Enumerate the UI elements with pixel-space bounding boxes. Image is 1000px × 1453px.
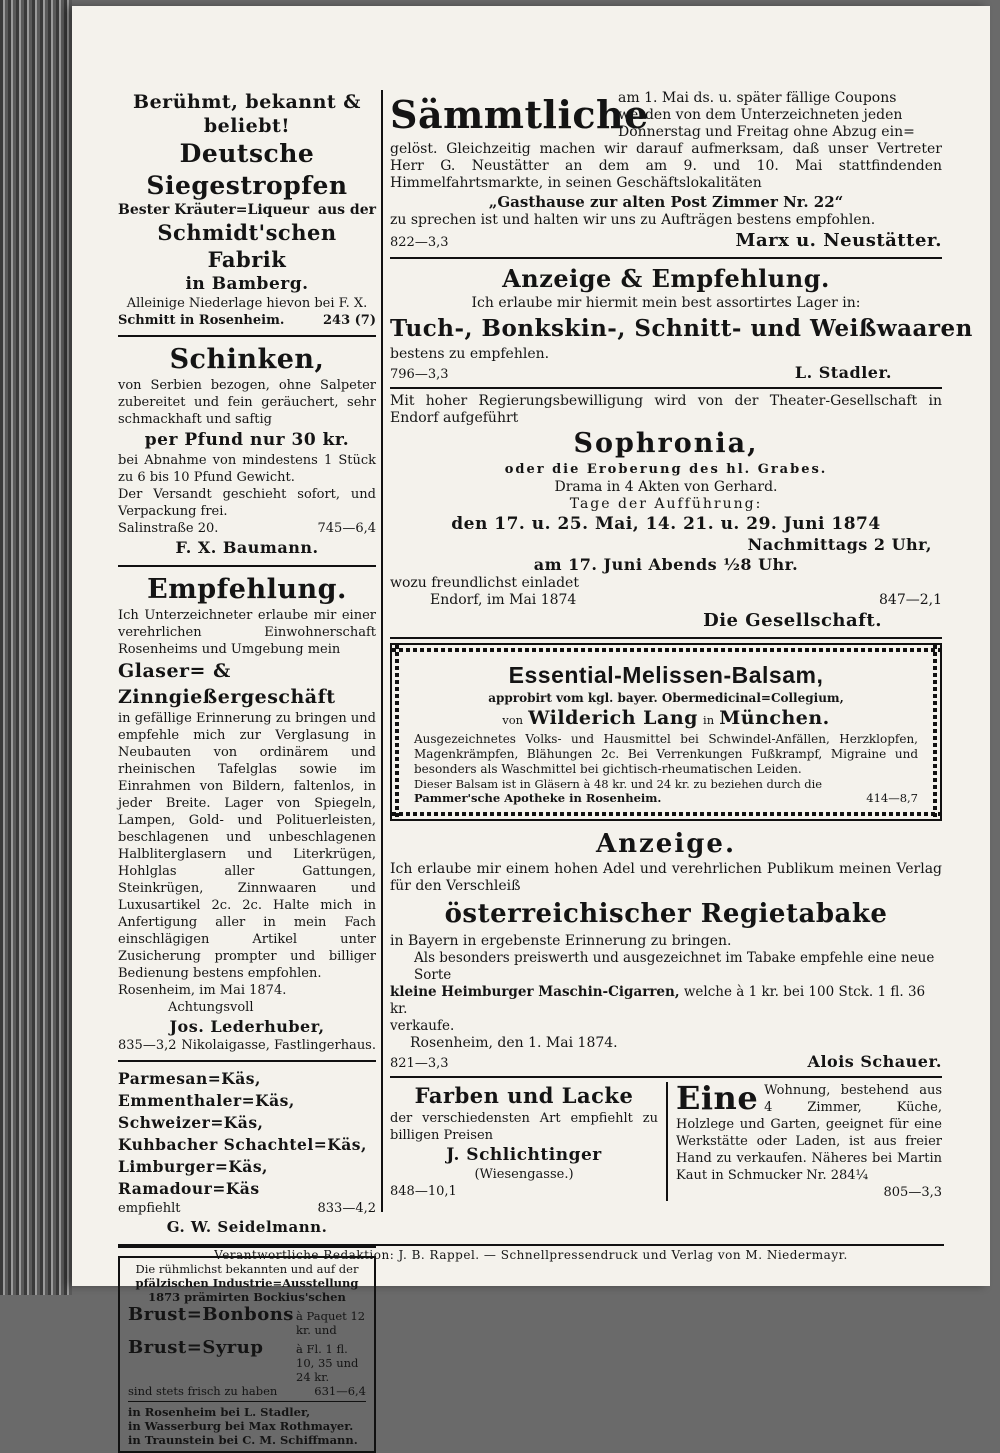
divider <box>390 257 942 259</box>
empf-num: 835—3,2 <box>118 1038 177 1053</box>
empf-addr: Nikolaigasse, Fastlingerhaus. <box>181 1038 376 1053</box>
anzeige2-text-3: verkaufe. <box>390 1018 455 1034</box>
schinken-price: per Pfund nur 30 kr. <box>144 430 350 450</box>
anzeige2-cigars: kleine Heimburger Maschin-Cigarren, <box>390 984 680 1000</box>
coupons-big: Sämmtliche <box>390 92 649 137</box>
kaes-signature: G. W. Seidelmann. <box>166 1218 328 1236</box>
balsam-maker: Wilderich Lang <box>528 707 698 729</box>
balsam-approved: approbirt vom kgl. bayer. Obermedicinal=Collegium, <box>488 691 844 705</box>
farben-signature: J. Schlichtinger <box>446 1145 602 1165</box>
divider <box>390 1076 942 1078</box>
ad-regietabake <box>390 827 942 1072</box>
balsam-text: Ausgezeichnetes Volks- und Hausmittel bei Schwindel-Anfällen, Herzklopfen, Magenkrämpfen, Blähungen 2c. Bei Verrenkungen Fußkrampf, Migraine und besonders als Waschmittel bei gichtisch-rheumatischen Leiden. <box>414 732 918 776</box>
schinken-num: 745—6,4 <box>317 521 376 536</box>
ornament-border-top <box>392 648 940 652</box>
anzeige2-place: Rosenheim, den 1. Mai 1874. <box>410 1035 618 1051</box>
balsam-apotheke: Pammer'sche Apotheke in Rosenheim. <box>414 791 662 805</box>
ad-kaese <box>118 1068 376 1238</box>
schinken-text-3: Der Versandt geschieht sofort, und Verpackung frei. <box>118 487 376 519</box>
coupons-signature: Marx u. Neustätter. <box>735 230 942 251</box>
ornament-border-left <box>395 645 399 819</box>
coupons-num: 822—3,3 <box>390 235 449 250</box>
divider <box>118 565 376 567</box>
divider <box>118 1060 376 1062</box>
schinken-title: Schinken, <box>169 344 325 375</box>
bottom-ads <box>390 1079 942 1201</box>
schinken-text-2: bei Abnahme von mindestens 1 Stück zu 6 bis 10 Pfund Gewicht. <box>118 453 376 485</box>
anzeige1-title: Anzeige & Empfehlung. <box>502 264 830 293</box>
ad-siegestropfen <box>118 90 376 329</box>
footer-rule <box>118 1244 944 1246</box>
right-column <box>390 90 973 1201</box>
farben-addr: (Wiesengasse.) <box>474 1167 574 1182</box>
coupons-text-2: zu sprechen ist und halten wir uns zu Aufträgen bestens empfohlen. <box>390 212 876 228</box>
ad-melissen-balsam <box>390 643 942 821</box>
ad-glaser <box>118 573 376 1054</box>
anzeige1-goods: Tuch-, Bonkskin-, Schnitt- und Weißwaaren <box>390 315 973 342</box>
brust-price-2: à Fl. 1 fl. 10, 35 und 24 kr. <box>296 1342 359 1384</box>
empf-intro: Ich Unterzeichneter erlaube mir einer verehrlichen Einwohnerschaft Rosenheims und Umgebung mein <box>118 608 376 657</box>
ad-coupons <box>390 90 942 253</box>
empf-title: Empfehlung. <box>147 574 347 605</box>
brust-line-3: 1873 prämirten Bockius'schen <box>148 1290 346 1304</box>
ornament-border-right <box>933 645 937 819</box>
anzeige2-intro: Ich erlaube mir einem hohen Adel und verehrlichen Publikum meinen Verlag für den Verschleiß <box>390 861 942 894</box>
coupons-line-3: Donnerstag und Freitag ohne Abzug ein= <box>618 124 915 140</box>
kaes-num: 833—4,2 <box>317 1201 376 1216</box>
kaes-item: Schweizer=Käs, <box>118 1113 264 1132</box>
empf-signature: Jos. Lederhuber, <box>169 1017 325 1036</box>
divider <box>390 637 942 639</box>
anzeige2-title: Anzeige. <box>595 829 737 859</box>
ornament-border-bottom <box>392 812 940 816</box>
theater-time: Nachmittags 2 Uhr, <box>747 535 932 554</box>
theater-subtitle: oder die Eroberung des hl. Grabes. <box>504 462 828 477</box>
brust-num: 631—6,4 <box>314 1384 366 1398</box>
divider <box>390 387 942 389</box>
brust-line-2: pfälzischen Industrie=Ausstellung <box>135 1276 359 1290</box>
brust-line-1: Die rühmlichst bekannten und auf der <box>135 1262 359 1276</box>
brust-syrup: Brust=Syrup <box>128 1337 264 1358</box>
balsam-von: von <box>502 713 524 727</box>
schinken-text: von Serbien bezogen, ohne Salpeter zubereitet und fein geräuchert, sehr schmackhaft und saftig <box>118 378 376 427</box>
ad-tuch <box>390 263 973 383</box>
anzeige2-cigars-price: welche à 1 kr. bei 100 Stck. 1 fl. 36 kr. <box>390 984 926 1017</box>
ad-wohnung <box>668 1079 942 1201</box>
anzeige2-signature: Alois Schauer. <box>807 1052 942 1071</box>
kaes-item: Limburger=Käs, <box>118 1157 268 1176</box>
kaes-item: Ramadour=Käs <box>118 1179 260 1198</box>
anzeige2-num: 821—3,3 <box>390 1056 449 1071</box>
empf-business: Glaser= & Zinngießergeschäft <box>118 660 336 708</box>
theater-invite: wozu freundlichst einladet <box>390 575 579 591</box>
theater-dates: den 17. u. 25. Mai, 14. 21. u. 29. Juni 1874 <box>451 514 881 534</box>
brust-line-6: sind stets frisch zu haben <box>128 1384 278 1398</box>
theater-num: 847—2,1 <box>879 592 942 608</box>
farben-title: Farben und Lacke <box>414 1083 634 1108</box>
schinken-signature: F. X. Baumann. <box>175 538 319 557</box>
theater-title: Sophronia, <box>573 428 759 459</box>
farben-num: 848—10,1 <box>390 1184 457 1199</box>
kaes-item: Kuhbacher Schachtel=Käs, <box>118 1135 367 1154</box>
farben-text: der verschiedensten Art empfiehlt zu billigen Preisen <box>390 1111 658 1143</box>
coupons-text: gelöst. Gleichzeitig machen wir darauf aufmerksam, daß unser Vertreter Herr G. Neustätter an dem am 9. und 10. Mai stattfindenden Himmelfahrtsmarkte, in seinen Geschäftslokalitäten <box>390 141 942 191</box>
anzeige1-num: 796—3,3 <box>390 367 449 382</box>
siege-line-3b: aus der <box>317 202 376 218</box>
schinken-addr: Salinstraße 20. <box>118 521 219 536</box>
siege-line-3a: Bester Kräuter=Liqueur <box>118 202 310 218</box>
theater-intro: Mit hoher Regierungsbewilligung wird von der Theater-Gesellschaft in Endorf aufgeführt <box>390 393 942 426</box>
anzeige2-text-2: Als besonders preiswerth und ausgezeichnet im Tabake empfehle eine neue Sorte <box>414 950 935 983</box>
siege-city: in Bamberg. <box>185 274 309 294</box>
ad-farben <box>390 1082 668 1201</box>
empf-place: Rosenheim, im Mai 1874. <box>118 983 287 998</box>
empf-text: in gefällige Erinnerung zu bringen und empfehle mich zur Verglasung in Neubauten von ordinärem und rheinischen Tafelglas sowie im Einrahmen von Bildern, faltenlos, in jeder Breite. Lager von Spiegeln, Lampen, Gold- und Polituerleisten, beschlagenen und unbeschlagenen Halbliterglasern und Literkrügen, Hohlglas aller Gattungen, Steinkrügen, Zinnwaaren und Luxusartikel 2c. 2c. Halte mich in Anfertigung aller in mein Fach einschlägigen Artikel unter Zusicherung prompter und billiger Bedienung bestens empfohlen. <box>118 711 376 981</box>
theater-days: Tage der Aufführung: <box>569 496 763 512</box>
kaes-item: Emmenthaler=Käs, <box>118 1091 295 1110</box>
divider <box>128 1401 366 1402</box>
anzeige2-goods: österreichischer Regietabake <box>444 899 888 929</box>
anzeige2-text: in Bayern in ergebenste Erinnerung zu bringen. <box>390 933 732 949</box>
theater-genre: Drama in 4 Akten von Gerhard. <box>554 479 778 495</box>
wohnung-num: 805—3,3 <box>883 1185 942 1200</box>
siege-product: Deutsche Siegestropfen <box>146 139 348 200</box>
coupons-place: „Gasthause zur alten Post Zimmer Nr. 22“ <box>488 193 844 211</box>
wohnung-big: Eine <box>676 1079 759 1117</box>
brust-seller-3: in Traunstein bei C. M. Schiffmann. <box>128 1433 358 1447</box>
coupons-line-1: am 1. Mai ds. u. später fällige Coupons <box>618 90 897 106</box>
newspaper-page <box>72 6 990 1447</box>
brust-seller-1: in Rosenheim bei L. Stadler, <box>128 1405 311 1419</box>
balsam-in: in <box>703 713 715 727</box>
kaes-recommends: empfiehlt <box>118 1201 181 1216</box>
theater-extra: am 17. Juni Abends ½8 Uhr. <box>533 555 799 574</box>
brust-price-1: à Paquet 12 kr. und <box>296 1309 366 1337</box>
book-binding-edge <box>0 0 72 1295</box>
siege-line-1: Berühmt, bekannt & beliebt! <box>133 91 361 137</box>
ad-brust-bonbons <box>118 1256 376 1453</box>
theater-signature: Die Gesellschaft. <box>703 610 882 631</box>
balsam-num: 414—8,7 <box>866 791 918 805</box>
siege-line-6: Alleinige Niederlage hievon bei F. X. <box>126 296 368 311</box>
brust-bonbons: Brust=Bonbons <box>128 1304 294 1325</box>
wohnung-text: Wohnung, bestehend aus 4 Zimmer, Küche, Holzlege und Garten, geeignet für eine Werkstätte oder Laden, ist aus freier Hand zu verkaufen. Näheres bei Martin Kaut in Schmucker Nr. 284¼ <box>676 1083 942 1183</box>
siege-num: 243 (7) <box>322 313 376 328</box>
theater-place: Endorf, im Mai 1874 <box>430 592 577 608</box>
empf-respect: Achtungsvoll <box>168 1000 254 1015</box>
balsam-price: Dieser Balsam ist in Gläsern à 48 kr. und 24 kr. zu beziehen durch die <box>414 777 823 791</box>
ad-schinken <box>118 343 376 559</box>
column-divider <box>381 90 383 1212</box>
siege-fabrik: Schmidt'schen Fabrik <box>157 220 337 272</box>
ad-theater <box>390 393 942 633</box>
balsam-city: München. <box>719 707 830 729</box>
kaes-item: Parmesan=Käs, <box>118 1069 261 1088</box>
siege-line-7a: Schmitt in Rosenheim. <box>118 313 285 328</box>
footer-imprint: Verantwortliche Redaktion: J. B. Rappel. — Schnellpressendruck und Verlag von M. Niedermayr. <box>214 1248 848 1262</box>
brust-seller-2: in Wasserburg bei Max Rothmayer. <box>128 1419 354 1433</box>
coupons-line-2: werden von dem Unterzeichneten jeden <box>618 107 903 123</box>
anzeige1-intro: Ich erlaube mir hiermit mein best assortirtes Lager in: <box>471 295 861 311</box>
balsam-title: Essential-Melissen-Balsam, <box>508 662 824 688</box>
divider <box>118 335 376 337</box>
anzeige1-signature: L. Stadler. <box>794 363 892 382</box>
anzeige1-recommend: bestens zu empfehlen. <box>390 346 550 362</box>
